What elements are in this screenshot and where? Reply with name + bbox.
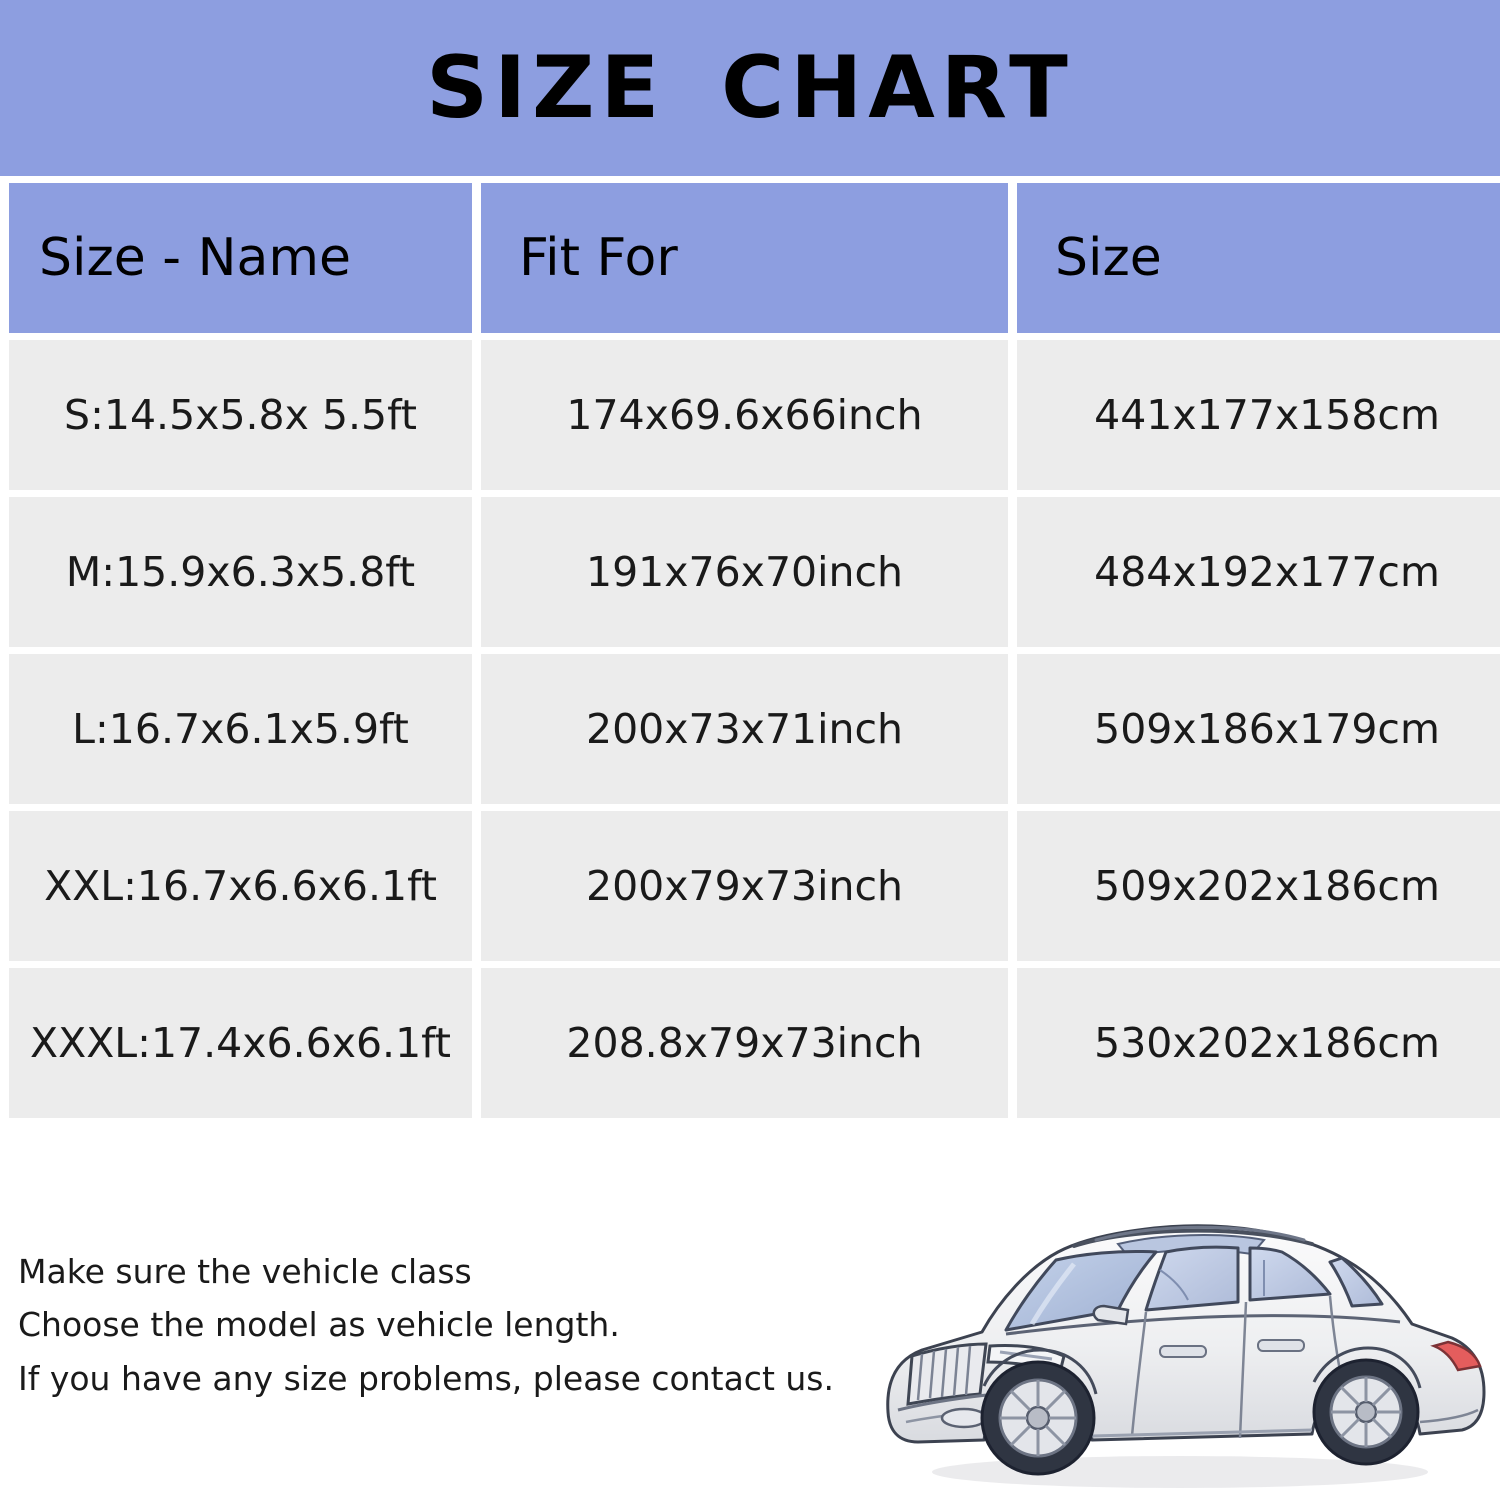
column-header-size: Size [1017,183,1500,333]
cell-size: 509x186x179cm [1017,654,1500,804]
table-row [9,654,1500,804]
table-row [9,497,1500,647]
table-header-row [9,183,1500,333]
cell-size-name: XXXL:17.4x6.6x6.1ft [9,968,472,1118]
cell-size: 509x202x186cm [1017,811,1500,961]
table-row [9,968,1500,1118]
cell-size: 441x177x158cm [1017,340,1500,490]
notes-block [18,1245,838,1405]
cell-size-name: M:15.9x6.3x5.8ft [9,497,472,647]
cell-fit-for: 191x76x70inch [481,497,1008,647]
cell-size-name: L:16.7x6.1x5.9ft [9,654,472,804]
cell-size-name: XXL:16.7x6.6x6.1ft [9,811,472,961]
page-title: SIZE CHART [426,38,1074,138]
cell-size: 530x202x186cm [1017,968,1500,1118]
cell-fit-for: 208.8x79x73inch [481,968,1008,1118]
title-banner [0,0,1500,176]
column-header-fit-for: Fit For [481,183,1008,333]
cell-size: 484x192x177cm [1017,497,1500,647]
cell-fit-for: 200x73x71inch [481,654,1008,804]
table-row [9,811,1500,961]
note-line-3: If you have any size problems, please contact us. [18,1358,834,1398]
column-header-size-name: Size - Name [9,183,472,333]
cell-size-name: S:14.5x5.8x 5.5ft [9,340,472,490]
suv-car-illustration [860,1160,1500,1500]
note-line-2: Choose the model as vehicle length. [18,1305,620,1345]
table-row [9,340,1500,490]
note-line-1: Make sure the vehicle class [18,1252,472,1291]
cell-fit-for: 174x69.6x66inch [481,340,1008,490]
cell-fit-for: 200x79x73inch [481,811,1008,961]
size-chart-table-wrapper [0,176,1500,1125]
size-chart-table [0,176,1500,1125]
